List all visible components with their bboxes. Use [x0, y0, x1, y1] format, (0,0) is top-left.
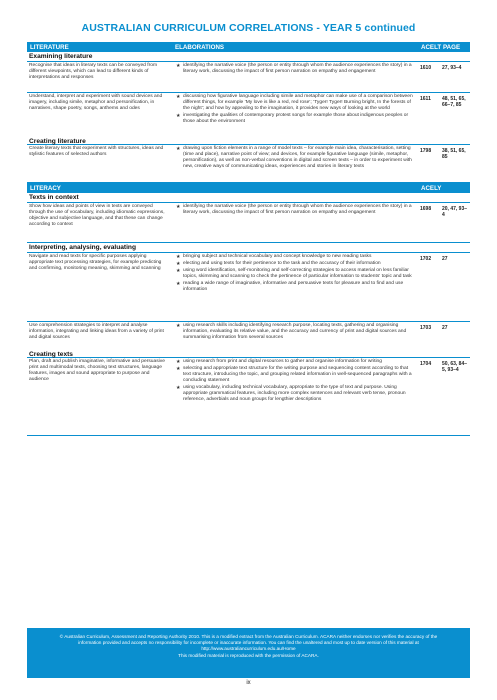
- code-cell: 1703: [420, 325, 432, 331]
- pages-cell: 20, 47, 93–4: [442, 206, 468, 218]
- elaborations-cell: ★ identifying the narrative voice (the person or entity through whom the audience experiences the story) in a literary work, discussing the impact of first person narration on empathy and engagement: [176, 204, 412, 215]
- page-header: PAGE: [443, 44, 461, 51]
- star-icon: ★: [176, 359, 181, 365]
- star-icon: ★: [176, 261, 181, 267]
- description-cell: Recognise that ideas in literary texts can be conveyed from different viewpoints, which can lead to different kinds of interpretations and responses: [29, 63, 158, 80]
- star-icon: ★: [176, 63, 181, 69]
- description-cell: Navigate and read texts for specific purposes applying appropriate text processing strategies, for example predicting and confirming, monitoring meaning, skimming and scanning: [29, 254, 162, 271]
- acely-header: ACELY: [421, 185, 442, 192]
- table-row: [27, 62, 470, 93]
- literacy-header: LITERACY: [30, 185, 61, 192]
- permission-text: This modified material is reproduced with the permission of ACARA.: [178, 652, 319, 658]
- pages-cell: 27: [442, 256, 448, 262]
- literature-header-row: [27, 42, 470, 52]
- description-cell: Show how ideas and points of view in texts are conveyed through the use of vocabulary, including idiomatic expressions, objective and subjective language, and that these can change according to context: [29, 204, 165, 227]
- star-icon: ★: [176, 323, 181, 329]
- pages-cell: 27, 93–4: [442, 65, 462, 71]
- table-row: [27, 322, 470, 358]
- code-cell: 1702: [420, 256, 432, 262]
- page-title: AUSTRALIAN CURRICULUM CORRELATIONS - YEAR 5 continued: [81, 22, 416, 34]
- subheading-examining-literature: Examining literature: [27, 52, 470, 62]
- star-icon: ★: [176, 281, 181, 287]
- elaborations-header: ELABORATIONS: [175, 44, 225, 51]
- code-cell: 1704: [420, 361, 432, 367]
- elaborations-cell: ★ drawing upon fiction elements in a range of model texts – for example main idea, characterisation, setting (time and place), narrative point of view; and devices, for example figurative language (simile, metaphor, personification), as well as non-verbal conventions in digital and screen texts – in order to experiment with new, creative ways of communicating ideas, experiences and stories in literary texts: [176, 146, 412, 169]
- table-row: [27, 253, 470, 322]
- subheading-texts-in-context: Texts in context: [27, 193, 470, 203]
- acelt-header: ACELT: [421, 44, 442, 51]
- elaborations-cell: ★ discussing how figurative language including simile and metaphor can make use of a comparison between different things, for example ‘My love is like a red, red rose’; ‘Tyger! Tyger! Burning bright, In the forests of the night’; and how by appealing to the imagination, it provides new ways of looking at the world ★ investigating the qualities of contemporary protest songs for example those about indigenous peoples or those about the environment: [176, 94, 413, 124]
- literacy-header-row: [27, 183, 470, 193]
- copyright-footer: [27, 628, 470, 678]
- star-icon: ★: [176, 366, 181, 372]
- star-icon: ★: [176, 204, 181, 210]
- subheading-creating-literature: Creating literature: [29, 138, 86, 145]
- pages-cell: 50, 63, 84–5, 93–4: [442, 361, 468, 373]
- table-row: [27, 358, 470, 436]
- description-cell: Create literary texts that experiment with structures, ideas and stylistic features of selected authors: [29, 146, 164, 157]
- table-row: [27, 93, 470, 145]
- table-row: [27, 203, 470, 243]
- pages-cell: 27: [442, 325, 448, 331]
- elaborations-cell: ★ identifying the narrative voice (the person or entity through whom the audience experiences the story) in a literary work, discussing the impact of first person narration on empathy and engagement: [176, 63, 412, 74]
- literature-header: LITERATURE: [30, 44, 69, 51]
- elaborations-cell: ★ bringing subject and technical vocabulary and concept knowledge to new reading tasks ★ electing and using texts for their pertinence to the task and the accuracy of their information ★ using word identification, self-monitoring and self-correcting strategies to access material on less familiar topics, skimming and scanning to check the pertinence of particular information to students' topic and task ★ reading a wide range of imaginative, informative and persuasive texts for pleasure and to find and use information: [176, 254, 412, 292]
- curriculum-table: [27, 42, 470, 436]
- code-cell: 1610: [420, 65, 432, 71]
- star-icon: ★: [176, 94, 181, 100]
- subheading-creating-texts: Creating texts: [29, 351, 73, 358]
- star-icon: ★: [176, 268, 181, 274]
- description-cell: Plan, draft and publish imaginative, informative and persuasive print and multimodal texts, choosing text structures, language features, images and sound appropriate to purpose and audience: [29, 359, 165, 382]
- star-icon: ★: [176, 254, 181, 260]
- copyright-text: © Australian Curriculum, Assessment and Reporting Authority 2010. This is a modified extract from the Australian Curriculum. ACARA neither endorses nor verifies the accuracy of the information provided and accepts no responsibility for incomplete or inaccurate information. You can find the unaltered and most up to date version of this material at http://www.australiancurriculum.edu.au/Home: [59, 634, 438, 652]
- code-cell: 1611: [420, 96, 431, 102]
- page-number: ix: [246, 680, 251, 686]
- code-cell: 1698: [420, 206, 432, 212]
- pages-cell: 48, 51, 65, 66–7, 85: [442, 96, 466, 108]
- star-icon: ★: [176, 385, 181, 391]
- pages-cell: 38, 51, 65, 85: [442, 148, 466, 160]
- star-icon: ★: [176, 113, 181, 119]
- elaborations-cell: ★ using research skills including identifying research purpose, locating texts, gathering and organising information, evaluating its relative value, and the accuracy and currency of print and digital sources and summarising information from several sources: [176, 323, 407, 340]
- description-cell: Understand, interpret and experiment with sound devices and imagery, including simile, metaphor and personification, in narratives, shape poetry, songs, anthems and odes Creating literature: [29, 94, 163, 145]
- description-cell: Use comprehension strategies to interpret and analyse information, integrating and linking ideas from a variety of print and digital sources Creating texts: [29, 323, 164, 358]
- star-icon: ★: [176, 146, 181, 152]
- subheading-interpreting-analysing-evaluating: Interpreting, analysing, evaluating: [27, 243, 470, 253]
- code-cell: 1798: [420, 148, 432, 154]
- elaborations-cell: ★ using research from print and digital resources to gather and organise information for writing ★ selecting and appropriate text structure for the writing purpose and sequencing content according to that text structure, introducing the topic, and grouping related information in well-sequenced paragraphs with a concluding statement ★ using vocabulary, including technical vocabulary, appropriate to the type of text and purpose. Using appropriate grammatical features, including more complex sentences and relevant verb tense, pronoun reference, adverbials and noun groups for lengthier descriptions: [176, 359, 412, 402]
- table-row: [27, 145, 470, 183]
